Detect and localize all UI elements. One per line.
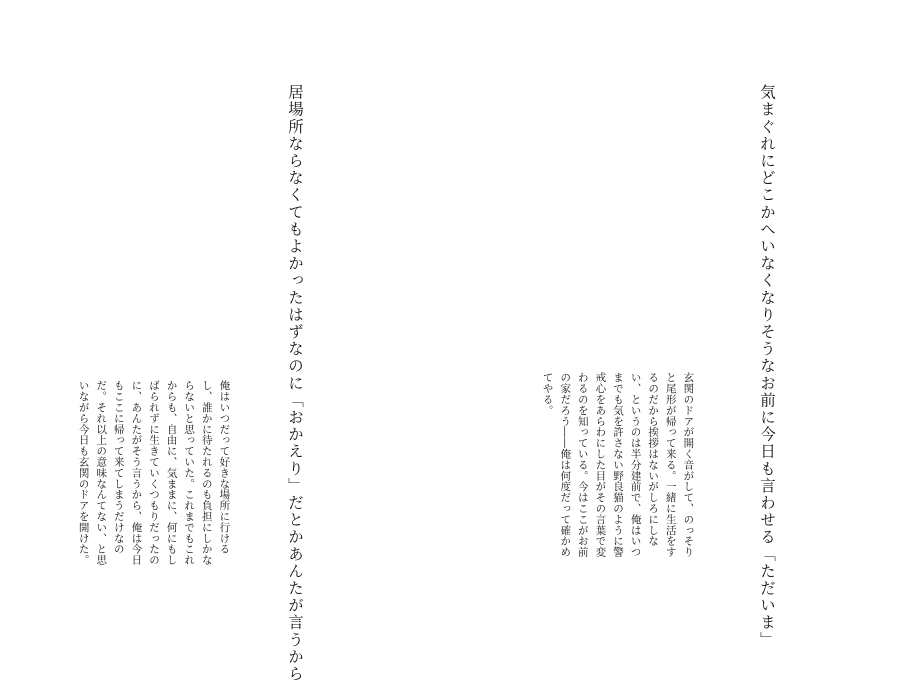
- body-line: からも、自由に、気ままに、何にもし: [165, 380, 178, 566]
- body-line: わるのを知っている。今はここがお前: [576, 372, 589, 558]
- body-line: てやる。: [541, 372, 554, 416]
- body-line: 玄関のドアが開く音がして、のっそり: [682, 372, 695, 558]
- body-line: もここに帰って来てしまうだけなの: [112, 380, 125, 555]
- body-line: し、誰かに待たれるのも負担にしかな: [200, 380, 213, 566]
- body-line: と尾形が帰って来る。一緒に生活をす: [664, 372, 677, 558]
- body-line: までも気を許さない野良猫のように警: [611, 372, 624, 558]
- body-line: い、というのは半分建前で、俺はいつ: [629, 372, 642, 558]
- right-page-title: 気まぐれにどこかへいなくなりそうなお前に今日も言わせる「ただいま」: [758, 84, 776, 649]
- body-line: らないと思っていた。これまでもこれ: [183, 380, 196, 566]
- body-line: だ。それ以上の意味なんてない、と思: [95, 380, 108, 566]
- body-line: の家だろう――俺は何度だって確かめ: [559, 372, 572, 558]
- right-page-body: [538, 372, 696, 562]
- left-page-body: [74, 380, 232, 566]
- body-line: 戒心をあらわにした目がその言葉で変: [594, 372, 607, 558]
- body-line: ばられずに生きていくつもりだったの: [147, 380, 160, 566]
- body-line: いながら今日も玄関のドアを開けた。: [77, 380, 90, 566]
- body-line: るのだから挨拶はないがしろにしな: [647, 372, 660, 547]
- body-line: 俺はいつだって好きな場所に行ける: [218, 380, 231, 555]
- body-line: に、あんたがそう言うから、俺は今日: [130, 380, 143, 566]
- left-page-title: 居場所ならなくてもよかったはずなのに「おかえり」だとかあんたが言うから: [286, 84, 304, 683]
